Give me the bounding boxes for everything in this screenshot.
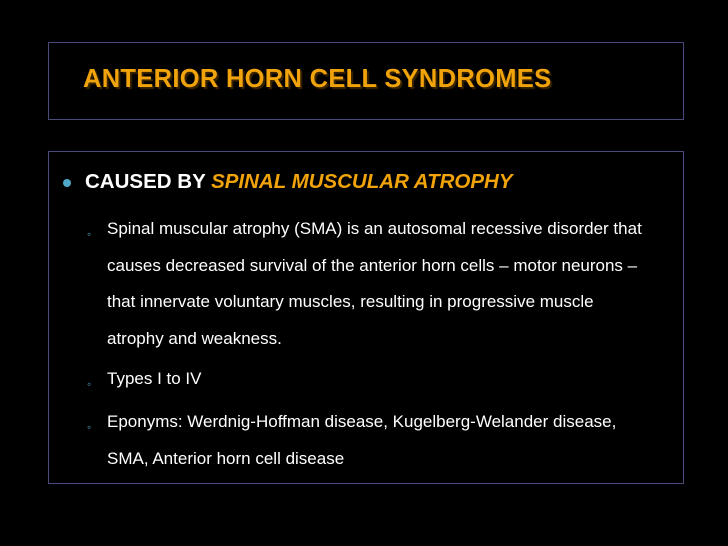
- sub-point-text: Eponyms: Werdnig-Hoffman disease, Kugelberg-Welander disease, SMA, Anterior horn cell disease: [107, 412, 617, 468]
- sub-point-text: Spinal muscular atrophy (SMA) is an autosomal recessive disorder that causes decreased survival of the anterior horn cells – motor neurons – that innervate voluntary muscles, resulting in progressive muscle atrophy and weakness.: [107, 219, 642, 348]
- main-point-emphasis: SPINAL MUSCULAR ATROPHY: [211, 170, 513, 193]
- bullet-dot-icon: [63, 179, 71, 187]
- bullet-ring-icon: ◦: [87, 227, 92, 241]
- content-box: [48, 151, 684, 484]
- title-box: [48, 42, 684, 120]
- bullet-ring-icon: ◦: [87, 420, 92, 434]
- bullet-ring-icon: ◦: [87, 377, 92, 391]
- main-point-text: [85, 170, 513, 194]
- main-point-prefix: CAUSED BY: [85, 170, 212, 193]
- slide-title: ANTERIOR HORN CELL SYNDROMES: [83, 65, 552, 93]
- sub-point-text: Types I to IV: [107, 369, 202, 388]
